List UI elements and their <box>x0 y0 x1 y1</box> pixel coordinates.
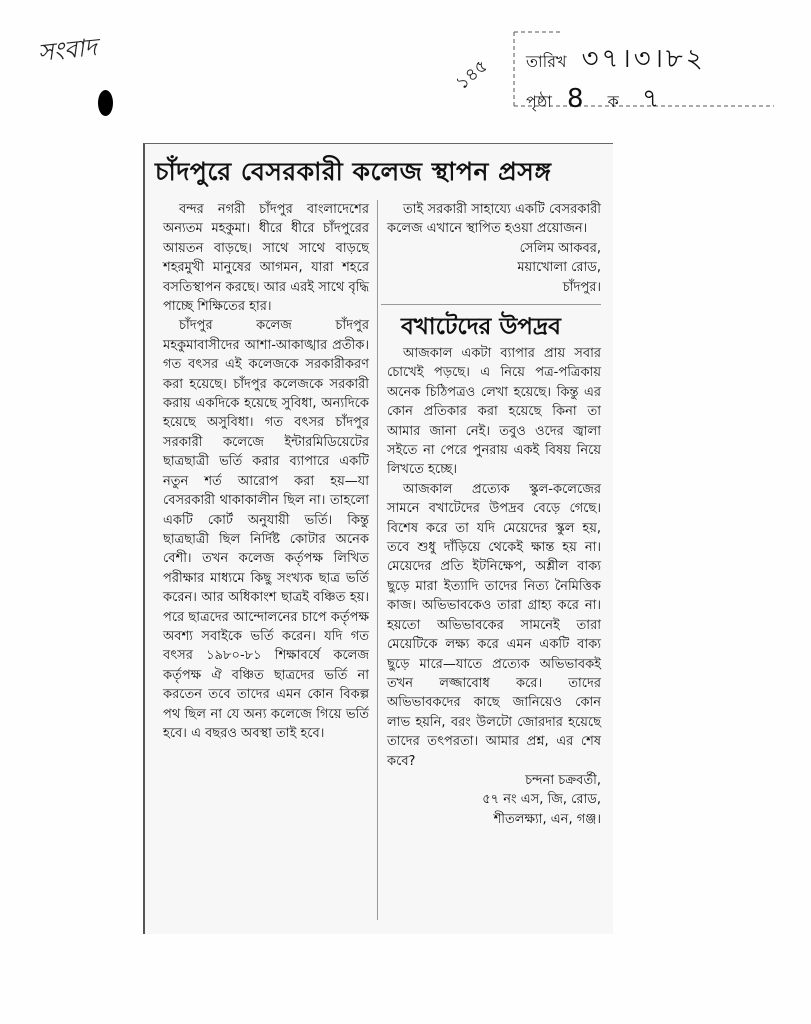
handwritten-label: সংবাদ <box>36 32 99 68</box>
stamp-column-value: ৭ <box>641 84 662 114</box>
letter1-body <box>163 200 369 743</box>
handwritten-page-number: ১৪৫ <box>451 55 493 95</box>
letter1-paragraph: তাই সরকারী সাহায্যে একটি বেসরকারী কলেজ এখানে স্থাপিত হওয়া প্রয়োজন। <box>387 202 601 237</box>
newspaper-clipping <box>143 143 613 934</box>
letter1-signature-name: সেলিম আকবর, <box>519 240 601 256</box>
archive-stamp <box>510 28 778 114</box>
letter1-continuation <box>387 200 601 297</box>
letter1-paragraph: বন্দর নগরী চাঁদপুর বাংলাদেশের অন্যতম মহকুমা। ধীরে ধীরে চাঁদপুরের আয়তন বাড়ছে। সাথে সাথে বাড়ছে শহরমুখী মানুষের আগমন, যারা শহরে বসতিস্থাপন করছে। আর এরই সাথে বৃদ্ধি পাচ্ছে শিক্ষিতের হার। <box>163 202 369 315</box>
letter2-signature-place: শীতলক্ষ্যা, এন, গঞ্জ। <box>493 811 601 827</box>
letter1-paragraph: চাঁদপুর কলেজ চাঁদপুর মহকুমাবাসীদের আশা-আকাঙ্খার প্রতীক। গত বৎসর এই কলেজকে সরকারীকরণ করা হয়েছে। চাঁদপুর কলেজকে সরকারী করায় একদিকে হয়েছে সুবিধা, অন্যদিকে হয়েছে অসুবিধা। গত বৎসর চাঁদপুর সরকারী কলেজে ইন্টারমিডিয়েটের ছাত্রছাত্রী ভর্তি করার ব্যাপারে একটি নতুন শর্ত আরোপ করা হয়—যা বেসরকারী থাকাকালীন ছিল না। তাহলো একটি কোর্ট অনুযায়ী ভর্তি। কিন্তু ছাত্রছাত্রী ছিল নির্দিষ্ট কোটার অনেক বেশী। তখন কলেজ কর্তৃপক্ষ লিখিত পরীক্ষার মাধ্যমে কিছু সংখ্যক ছাত্র ভর্তি করেন। আর অধিকাংশ ছাত্রই বঞ্চিত হয়। পরে ছাত্রদের আন্দোলনের চাপে কর্তৃপক্ষ অবশ্য সবাইকে ভর্তি করেন। যদি গত বৎসর ১৯৮০-৮১ শিক্ষাবর্ষে কলেজ কর্তৃপক্ষ ঐ বঞ্চিত ছাত্রদের ভর্তি না করতেন তবে তাদের এমন কোন বিকল্প পথ ছিল না যে অন্য কলেজে গিয়ে ভর্তি হবে। এ বছরও অবস্থা তাই হবে। <box>163 318 369 741</box>
stamp-page-value: 8 <box>567 84 587 114</box>
stamp-column-label: ক <box>607 92 619 111</box>
ink-blot <box>98 90 113 116</box>
stamp-date-value: ৩৭।৩।৮২ <box>581 44 706 74</box>
letter2-signature-address: ৫৭ নং এস, জি, রোড, <box>482 792 601 808</box>
letter2-paragraph: আজকাল একটা ব্যাপার প্রায় সবার চোখেই পড়ছে। এ নিয়ে পত্র-পত্রিকায় অনেক চিঠিপত্রও লেখা হয়েছে। কিন্তু এর কোন প্রতিকার করা হয়েছে কিনা তা আমার জানা নেই। তবুও ওদের জ্বালা সইতে না পেরে পুনরায় একই বিষয় নিয়ে লিখতে হচ্ছে। <box>387 346 601 478</box>
stamp-date-row <box>526 38 706 82</box>
letter2-signature-name: চন্দনা চক্রবর্তী, <box>525 772 601 788</box>
column-divider <box>377 200 378 920</box>
letter2-headline: বখাটেদের উপদ্রব <box>401 314 561 340</box>
section-divider <box>381 304 601 305</box>
letter2-body <box>387 344 601 829</box>
letter1-signature-address: ময়াখোলা রোড, <box>517 260 601 276</box>
letter2-paragraph: আজকাল প্রত্যেক স্কুল-কলেজের সামনে বখাটেদের উপদ্রব বেড়ে গেছে। বিশেষ করে তা যদি মেয়েদের স্কুল হয়, তবে শুধু দাঁড়িয়ে থেকেই ক্ষান্ত হয় না। মেয়েদের প্রতি ইটনিক্ষেপ, অশ্লীল বাক্য ছুড়ে মারা ইত্যাদি তাদের নিত্য নৈমিত্তিক কাজ। অভিভাবকেও তারা গ্রাহ্য করে না। হয়তো অভিভাবকের সামনেই তারা মেয়েটিকে লক্ষ্য করে এমন একটি বাক্য ছুড়ে মারে—যাতে প্রত্যেক অভিভাবকই তখন লজ্জাবোধ করে। তাদের অভিভাবকদের কাছে জানিয়েও কোন লাভ হয়নি, বরং উলটো জোরদার হয়েছে তাদের তৎপরতা। আমার প্রশ্ন, এর শেষ কবে? <box>387 481 601 769</box>
stamp-page-row <box>526 78 662 122</box>
stamp-page-label: পৃষ্ঠা <box>526 92 552 111</box>
stamp-date-label: তারিখ <box>526 52 567 71</box>
letter1-signature-place: চাঁদপুর। <box>562 279 601 295</box>
article-headline: চাঁদপুরে বেসরকারী কলেজ স্থাপন প্রসঙ্গ <box>155 157 552 186</box>
